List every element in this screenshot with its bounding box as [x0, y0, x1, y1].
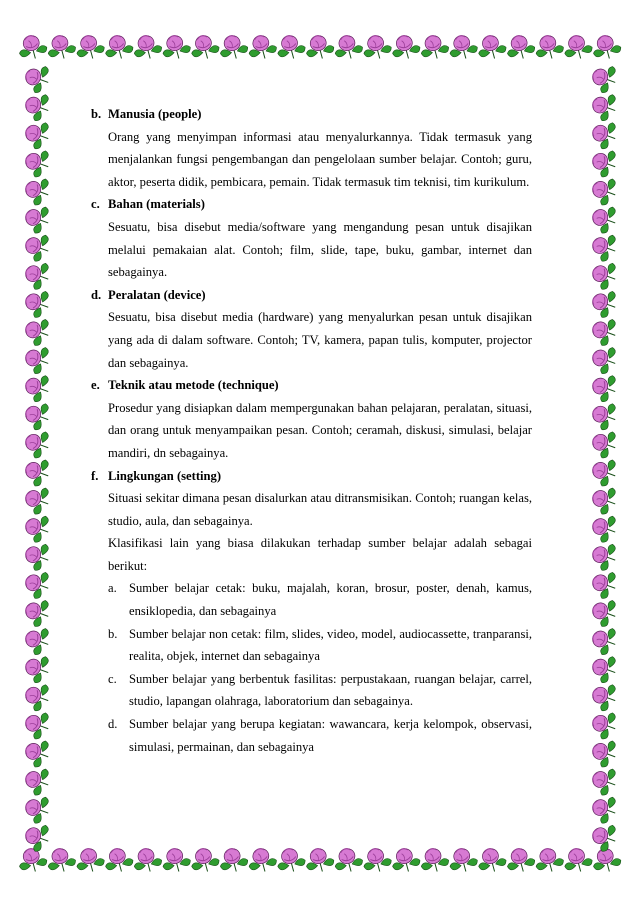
flower-ornament	[588, 146, 620, 180]
flower-ornament	[21, 820, 53, 854]
flower-ornament	[102, 32, 135, 62]
sub-list-letter: a.	[108, 581, 117, 596]
sub-list-text: Sumber belajar non cetak: film, slides, video, model, audiocassette, tranparansi, realita, objek, internet dan sebagainya	[129, 626, 532, 664]
flower-ornament	[446, 845, 479, 875]
flower-ornament	[588, 511, 620, 545]
section-heading	[91, 193, 532, 216]
flower-ornament	[418, 32, 451, 62]
flower-ornament	[588, 342, 620, 376]
flower-ornament	[21, 623, 53, 657]
section-letter: d.	[91, 287, 102, 302]
section-title: Teknik atau metode (technique)	[108, 378, 279, 393]
flower-ornament	[21, 342, 53, 376]
flower-ornament	[73, 845, 106, 875]
flower-ornament	[21, 651, 53, 685]
flower-ornament	[588, 820, 620, 854]
flower-ornament	[588, 483, 620, 517]
flower-ornament	[21, 792, 53, 826]
flower-ornament	[188, 845, 221, 875]
flower-ornament	[588, 258, 620, 292]
flower-ornament	[360, 32, 393, 62]
sub-list-item	[91, 668, 532, 713]
flower-ornament	[588, 427, 620, 461]
flower-ornament	[21, 370, 53, 404]
flower-ornament	[475, 32, 508, 62]
flower-ornament	[504, 845, 537, 875]
section-manusia	[91, 103, 532, 193]
flower-ornament	[73, 32, 106, 62]
flower-ornament	[532, 845, 565, 875]
sub-list-text: Sumber belajar yang berupa kegiatan: wawancara, kerja kelompok, observasi, simulasi, permainan, dan sebagainya	[129, 717, 532, 754]
flower-ornament	[360, 845, 393, 875]
flower-ornament	[21, 202, 53, 236]
section-paragraph: Situasi sekitar dimana pesan disalurkan atau ditransmisikan. Contoh; ruangan kelas, studio, aula, dan sebagainya.	[108, 491, 532, 528]
section-heading	[91, 284, 532, 307]
section-paragraph: Sesuatu, bisa disebut media (hardware) yang menyalurkan pesan untuk disajikan yang ada di dalam software. Contoh; TV, kamera, papan tulis, komputer, projector dan sebagainya.	[108, 310, 532, 370]
flower-ornament	[44, 845, 77, 875]
flower-ornament	[588, 792, 620, 826]
flower-ornament	[21, 258, 53, 292]
flower-ornament	[21, 455, 53, 489]
flower-ornament	[588, 89, 620, 123]
section-letter: f.	[91, 468, 99, 483]
flower-ornament	[475, 845, 508, 875]
flower-ornament	[217, 845, 250, 875]
flower-ornament	[532, 32, 565, 62]
flower-ornament	[331, 845, 364, 875]
flower-ornament	[331, 32, 364, 62]
section-title: Bahan (materials)	[108, 197, 205, 212]
flower-ornament	[303, 845, 336, 875]
flower-ornament	[44, 32, 77, 62]
flower-ornament	[217, 32, 250, 62]
flower-ornament	[588, 230, 620, 264]
flower-ornament	[274, 845, 307, 875]
flower-ornament	[588, 314, 620, 348]
section-heading	[91, 374, 532, 397]
flower-ornament	[21, 230, 53, 264]
section-bahan	[91, 193, 532, 283]
flower-ornament	[588, 286, 620, 320]
section-title: Lingkungan (setting)	[108, 468, 222, 483]
flower-ornament	[159, 845, 192, 875]
flower-ornament	[588, 651, 620, 685]
flower-ornament	[588, 567, 620, 601]
flower-ornament	[504, 32, 537, 62]
flower-ornament	[21, 736, 53, 770]
section-letter: e.	[91, 378, 100, 393]
flower-ornament	[21, 61, 53, 95]
flower-ornament	[418, 845, 451, 875]
flower-ornament	[588, 398, 620, 432]
section-lingkungan	[91, 465, 532, 759]
flower-ornament	[188, 32, 221, 62]
flower-ornament	[588, 61, 620, 95]
section-title: Peralatan (device)	[108, 287, 206, 302]
flower-ornament	[590, 32, 623, 62]
flower-ornament	[131, 32, 164, 62]
flower-ornament	[588, 764, 620, 798]
section-heading	[91, 103, 532, 126]
section-paragraph: Prosedur yang disiapkan dalam mempergunakan bahan pelajaran, peralatan, situasi, dan orang untuk menyampaikan pesan. Contoh; ceramah, diskusi, simulasi, belajar mandiri, dn sebagainya.	[108, 400, 532, 460]
flower-ornament	[588, 623, 620, 657]
flower-ornament	[588, 174, 620, 208]
flower-ornament	[389, 845, 422, 875]
flower-ornament	[21, 398, 53, 432]
flower-ornament	[159, 32, 192, 62]
sub-list-item	[91, 577, 532, 622]
flower-ornament	[588, 539, 620, 573]
section-title: Manusia (people)	[108, 107, 202, 121]
flower-ornament	[588, 202, 620, 236]
flower-ornament	[21, 314, 53, 348]
flower-ornament	[588, 708, 620, 742]
section-letter: c.	[91, 197, 100, 212]
flower-ornament	[588, 370, 620, 404]
flower-ornament	[21, 146, 53, 180]
flower-ornament	[21, 764, 53, 798]
flower-ornament	[21, 427, 53, 461]
flower-ornament	[21, 286, 53, 320]
flower-ornament	[102, 845, 135, 875]
flower-ornament	[446, 32, 479, 62]
sub-list-item	[91, 713, 532, 758]
sub-list-item	[91, 623, 532, 668]
flower-ornament	[21, 483, 53, 517]
sub-list-letter: b.	[108, 626, 118, 641]
flower-ornament	[588, 736, 620, 770]
flower-ornament	[21, 511, 53, 545]
flower-ornament	[21, 595, 53, 629]
flower-ornament	[588, 117, 620, 151]
section-heading	[91, 465, 532, 488]
flower-ornament	[21, 174, 53, 208]
flower-ornament	[389, 32, 422, 62]
section-letter: b.	[91, 107, 102, 121]
section-paragraph: Sesuatu, bisa disebut media/software yang mengandung pesan untuk disajikan melalui pemakaian alat. Contoh; film, slide, tape, buku, gambar, internet dan sebagainya.	[108, 219, 532, 280]
flower-ornament	[16, 32, 49, 62]
section-peralatan	[91, 284, 532, 374]
page-content	[91, 103, 532, 758]
sub-list-text: Sumber belajar yang berbentuk fasilitas: perpustakaan, ruangan belajar, carrel, studio, lapangan olahraga, laboratorium dan sebagainya.	[129, 671, 532, 709]
flower-ornament	[245, 845, 278, 875]
flower-ornament	[303, 32, 336, 62]
flower-ornament	[21, 567, 53, 601]
flower-ornament	[21, 679, 53, 713]
flower-ornament	[21, 117, 53, 151]
flower-ornament	[21, 89, 53, 123]
section-paragraph: Orang yang menyimpan informasi atau menyalurkannya. Tidak termasuk yang menjalankan fungsi pengembangan dan pengelolaan sumber belajar. Contoh; guru, aktor, peserta didik, pembicara, pemain. Tidak termasuk tim teknisi, tim kurikulum.	[108, 129, 532, 189]
flower-ornament	[131, 845, 164, 875]
flower-ornament	[588, 595, 620, 629]
flower-ornament	[245, 32, 278, 62]
sub-list-letter: d.	[108, 717, 118, 732]
flower-ornament	[588, 455, 620, 489]
sub-list-text: Sumber belajar cetak: buku, majalah, koran, brosur, poster, denah, kamus, ensiklopedia, dan sebagainya	[129, 581, 532, 619]
flower-ornament	[21, 708, 53, 742]
flower-ornament	[16, 845, 49, 875]
flower-ornament	[588, 679, 620, 713]
flower-ornament	[561, 845, 594, 875]
flower-ornament	[274, 32, 307, 62]
flower-ornament	[21, 539, 53, 573]
flower-ornament	[561, 32, 594, 62]
sub-list-letter: c.	[108, 671, 117, 686]
section-paragraph: Klasifikasi lain yang biasa dilakukan terhadap sumber belajar adalah sebagai berikut:	[108, 536, 532, 573]
section-teknik	[91, 374, 532, 464]
